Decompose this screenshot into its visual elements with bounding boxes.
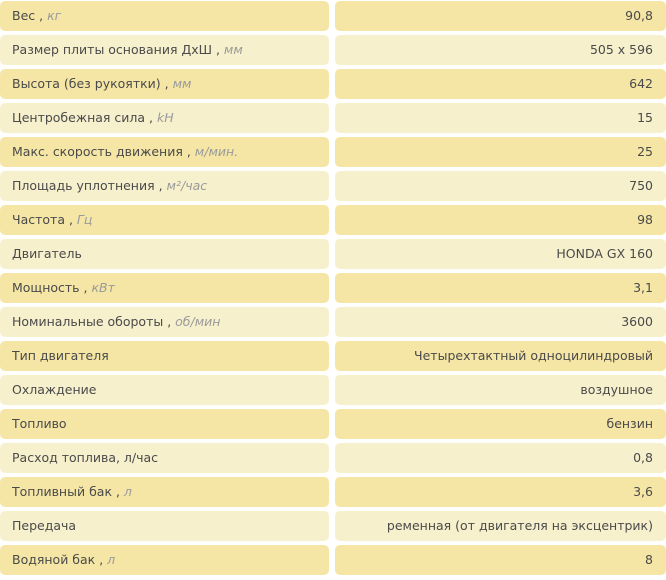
spec-value-cell [335, 307, 666, 337]
spec-unit-separator: , [182, 144, 195, 159]
spec-value: 90,8 [625, 8, 653, 23]
spec-row [0, 409, 666, 439]
spec-value-cell [335, 205, 666, 235]
spec-label: Высота (без рукоятки) [12, 76, 161, 91]
spec-row [0, 205, 666, 235]
spec-value-cell [335, 137, 666, 167]
spec-value-cell [335, 341, 666, 371]
spec-value: 3,1 [633, 280, 653, 295]
spec-label: Охлаждение [12, 382, 97, 397]
spec-value: 750 [629, 178, 653, 193]
spec-value: 98 [637, 212, 653, 227]
spec-value: 0,8 [633, 450, 653, 465]
spec-value-cell [335, 103, 666, 133]
spec-row [0, 171, 666, 201]
spec-label: Двигатель [12, 246, 82, 261]
spec-value: HONDA GX 160 [556, 246, 653, 261]
spec-row [0, 1, 666, 31]
spec-value: 505 x 596 [589, 42, 653, 57]
spec-value: 25 [637, 144, 653, 159]
spec-label: Номинальные обороты [12, 314, 164, 329]
spec-value: 642 [629, 76, 653, 91]
spec-label: Передача [12, 518, 77, 533]
spec-row [0, 69, 666, 99]
spec-row [0, 35, 666, 65]
spec-label-cell [0, 69, 329, 99]
spec-value: 15 [637, 110, 653, 125]
spec-value-cell [335, 171, 666, 201]
spec-label-cell [0, 1, 329, 31]
spec-value-cell [335, 443, 666, 473]
spec-value-cell [335, 375, 666, 405]
spec-unit: л [107, 552, 116, 567]
spec-unit: л [123, 484, 132, 499]
spec-value-cell [335, 35, 666, 65]
spec-label-cell [0, 443, 329, 473]
spec-label-cell [0, 35, 329, 65]
spec-value: ременная (от двигателя на эксцентрик) [386, 518, 653, 533]
spec-value-cell [335, 69, 666, 99]
spec-row [0, 307, 666, 337]
spec-unit: кВт [91, 280, 115, 295]
spec-unit: мм [223, 42, 243, 57]
spec-unit: Гц [76, 212, 93, 227]
spec-unit: kH [157, 110, 174, 125]
spec-unit-separator: , [211, 42, 224, 57]
spec-label-cell [0, 477, 329, 507]
spec-unit: кг [47, 8, 62, 23]
spec-value: Четырехтактный одноцилиндровый [414, 348, 653, 363]
spec-unit-separator: , [163, 314, 176, 329]
spec-value-cell [335, 545, 666, 575]
spec-unit-separator: , [112, 484, 124, 499]
spec-label-cell [0, 239, 329, 269]
spec-label-cell [0, 375, 329, 405]
spec-value: 3600 [621, 314, 653, 329]
spec-label-cell [0, 307, 329, 337]
spec-unit: м/мин. [194, 144, 239, 159]
spec-unit: м²/час [166, 178, 208, 193]
spec-value-cell [335, 409, 666, 439]
spec-unit-separator: , [79, 280, 92, 295]
spec-label-cell [0, 409, 329, 439]
spec-unit-separator: , [160, 76, 173, 91]
spec-value-cell [335, 273, 666, 303]
spec-value-cell [335, 1, 666, 31]
spec-value-cell [335, 477, 666, 507]
spec-label-cell [0, 511, 329, 541]
spec-label-cell [0, 545, 329, 575]
spec-value-cell [335, 511, 666, 541]
spec-unit-separator: , [145, 110, 157, 125]
spec-unit-separator: , [35, 8, 48, 23]
spec-label: Площадь уплотнения [12, 178, 155, 193]
spec-label: Макс. скорость движения [12, 144, 183, 159]
spec-value: 8 [645, 552, 653, 567]
spec-row [0, 273, 666, 303]
spec-label: Размер плиты основания ДхШ [12, 42, 212, 57]
spec-label-cell [0, 273, 329, 303]
spec-label: Мощность [12, 280, 80, 295]
spec-value-cell [335, 239, 666, 269]
spec-label: Расход топлива, л/час [12, 450, 159, 465]
spec-unit-separator: , [95, 552, 108, 567]
spec-row [0, 477, 666, 507]
spec-label-cell [0, 137, 329, 167]
spec-label-cell [0, 341, 329, 371]
spec-unit: мм [172, 76, 192, 91]
spec-unit-separator: , [154, 178, 167, 193]
spec-row [0, 137, 666, 167]
spec-row [0, 545, 666, 575]
spec-row [0, 103, 666, 133]
spec-value: 3,6 [633, 484, 653, 499]
spec-value: воздушное [580, 382, 653, 397]
spec-label: Центробежная сила [12, 110, 146, 125]
spec-label-cell [0, 103, 329, 133]
spec-label: Топливо [12, 416, 67, 431]
spec-unit: об/мин [175, 314, 221, 329]
spec-unit-separator: , [64, 212, 77, 227]
spec-row [0, 375, 666, 405]
spec-label-cell [0, 205, 329, 235]
spec-label: Вес [12, 8, 36, 23]
spec-label: Тип двигателя [12, 348, 109, 363]
spec-label: Водяной бак [12, 552, 96, 567]
spec-row [0, 443, 666, 473]
spec-row [0, 341, 666, 371]
spec-value: бензин [606, 416, 653, 431]
spec-label: Частота [12, 212, 65, 227]
spec-label-cell [0, 171, 329, 201]
spec-label: Топливный бак [12, 484, 112, 499]
spec-row [0, 239, 666, 269]
spec-row [0, 511, 666, 541]
